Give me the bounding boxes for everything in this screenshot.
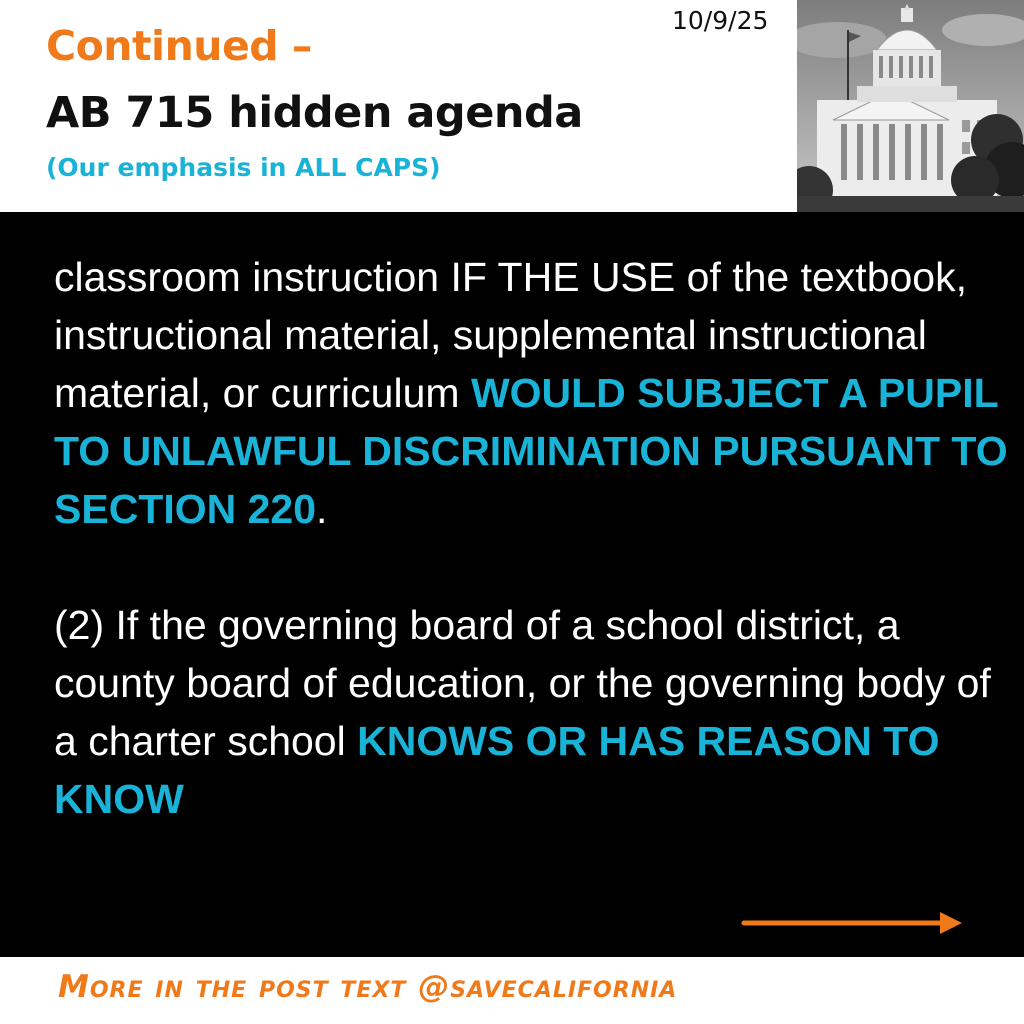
- footer-note: More in the post text @savecalifornia: [58, 969, 678, 1005]
- continued-label: Continued –: [46, 22, 312, 70]
- next-arrow-icon: [740, 908, 966, 938]
- capitol-building-photo: [797, 0, 1024, 212]
- paragraph-2: [54, 596, 1014, 828]
- paragraph-1: [54, 248, 1014, 538]
- footer: [0, 957, 1024, 1024]
- header: [0, 0, 1024, 212]
- content-panel: [0, 212, 1024, 957]
- page-title: AB 715 hidden agenda: [46, 88, 583, 138]
- body-text-run: classroom instruction IF THE USE of the textbook, instructional material, supplemental instructional material, or curriculum: [54, 254, 967, 416]
- body-text-run: (2) If the governing board of a school district, a county board of education, or the governing body of a charter school: [54, 602, 991, 764]
- body-text-run: .: [316, 486, 328, 532]
- emphasis-note: (Our emphasis in ALL CAPS): [46, 153, 441, 182]
- emphasis-text: WOULD SUBJECT A PUPIL TO UNLAWFUL DISCRIMINATION PURSUANT TO SECTION 220: [54, 370, 1008, 532]
- date-label: 10/9/25: [672, 6, 769, 35]
- bill-text: [54, 248, 1014, 828]
- emphasis-text: KNOWS OR HAS REASON TO KNOW: [54, 718, 940, 822]
